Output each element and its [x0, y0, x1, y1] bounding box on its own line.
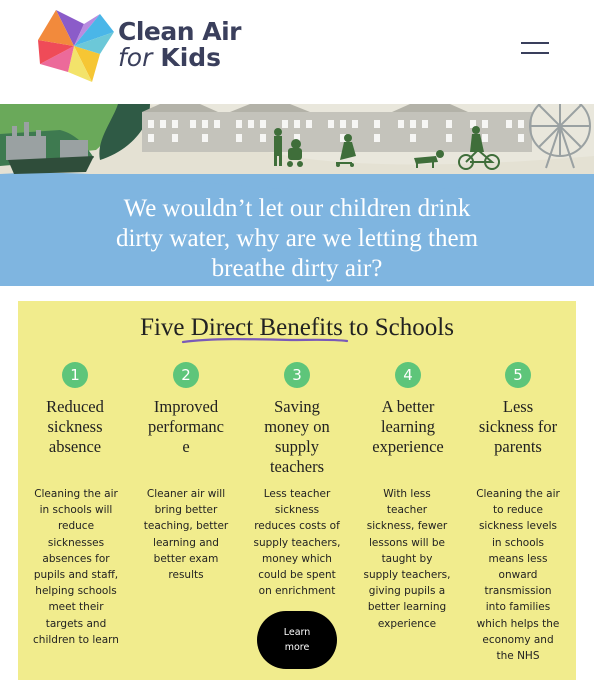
body-line: supply teachers, — [253, 536, 341, 549]
brand-name-line1: Clean Air — [118, 17, 241, 46]
body-line: economy and — [482, 633, 554, 646]
body-line: sickness, fewer — [366, 520, 448, 533]
menu-bar-top — [521, 42, 549, 44]
body-line: lessons will be — [368, 536, 445, 549]
body-line: the NHS — [496, 650, 540, 663]
body-line: targets and — [45, 617, 107, 630]
body-line: pupils and staff, — [33, 569, 119, 582]
hero-line-3: breathe dirty air? — [211, 255, 383, 282]
body-line: means less — [488, 552, 548, 565]
body-line: With less — [383, 488, 431, 500]
learn-more-label-line2: more — [284, 642, 310, 653]
benefit-title-line: parents — [494, 437, 542, 456]
body-line: Cleaning the air — [476, 488, 560, 500]
benefit-title-line: Saving — [274, 397, 320, 416]
benefit-title-line: experience — [372, 437, 444, 456]
benefit-title — [19, 397, 131, 457]
benefit-title-line: Less — [502, 397, 534, 416]
benefit-number-badge: 3 — [284, 362, 310, 388]
body-line: teacher — [386, 504, 428, 517]
benefit-4-body — [349, 486, 465, 632]
body-line: could be spent — [258, 569, 336, 582]
body-line: children to learn — [33, 633, 119, 646]
benefit-number-badge: 4 — [395, 362, 421, 388]
body-line: onward — [498, 569, 538, 582]
title-highlight: Direct Benefits — [190, 314, 343, 341]
benefit-title-line: supply — [274, 437, 319, 456]
benefit-1-body — [18, 486, 134, 648]
benefit-2-body — [128, 486, 244, 583]
learn-more-label-line1: Learn — [283, 627, 311, 638]
hamburger-menu-icon[interactable] — [518, 36, 552, 60]
body-line: which helps the — [476, 617, 560, 630]
benefit-title — [241, 397, 353, 477]
body-line: into families — [485, 601, 551, 614]
benefit-5-body — [460, 486, 576, 664]
body-line: bring better — [154, 504, 218, 517]
benefit-title-line: Improved — [153, 397, 219, 416]
benefit-5 — [462, 362, 574, 457]
benefit-title-line: absence — [48, 437, 102, 456]
body-line: sicknesses — [47, 536, 105, 549]
benefit-title — [130, 397, 242, 457]
body-line: money which — [262, 552, 332, 565]
benefit-title — [352, 397, 464, 457]
title-post: to Schools — [349, 314, 454, 341]
body-line: absences for — [42, 552, 110, 565]
body-line: learning and — [153, 536, 219, 549]
hero-tagline — [0, 194, 594, 284]
site-header — [0, 0, 594, 104]
benefit-3-body — [239, 486, 355, 599]
benefit-4 — [352, 362, 464, 457]
brand-for: for — [118, 43, 153, 72]
benefit-3 — [241, 362, 353, 477]
body-line: in schools — [491, 536, 545, 549]
benefit-2 — [130, 362, 242, 457]
body-line: reduces costs of — [254, 520, 340, 533]
body-line: on enrichment — [258, 585, 336, 598]
body-line: taught by — [381, 552, 433, 565]
hero-line-1: We wouldn’t let our children drink — [123, 195, 471, 222]
benefit-title-line: A better — [381, 397, 435, 416]
learn-more-button[interactable] — [257, 611, 337, 669]
benefit-title-line: money on — [264, 417, 330, 436]
body-line: supply teachers, — [363, 569, 451, 582]
body-line: Less teacher — [263, 488, 331, 500]
body-line: Cleaner air will — [146, 488, 226, 500]
brand-name-line2 — [118, 44, 221, 72]
pinwheel-logo-icon[interactable] — [34, 4, 118, 88]
body-line: better exam — [153, 552, 219, 565]
menu-bar-bottom — [521, 52, 549, 54]
benefit-number-badge: 2 — [173, 362, 199, 388]
body-line: reduce — [57, 520, 95, 533]
benefit-title-line: e — [182, 437, 190, 456]
body-line: sickness — [274, 504, 320, 517]
body-line: helping schools — [35, 585, 117, 598]
brand-kids: Kids — [160, 43, 222, 72]
benefit-title-line: sickness — [47, 417, 103, 436]
body-line: giving pupils a — [368, 585, 446, 598]
benefit-1 — [19, 362, 131, 457]
body-line: Cleaning the air — [34, 488, 118, 500]
body-line: teaching, better — [143, 520, 229, 533]
body-line: results — [168, 569, 204, 582]
body-line: to reduce — [493, 504, 543, 517]
body-line: experience — [377, 617, 437, 630]
benefit-title-line: learning — [380, 417, 436, 436]
body-line: transmission — [484, 585, 552, 598]
title-underline-squiggle — [181, 336, 349, 346]
benefit-title-line: performanc — [147, 417, 225, 436]
body-line: sickness levels — [478, 520, 558, 533]
benefit-number-badge: 1 — [62, 362, 88, 388]
body-line: in schools will — [39, 504, 113, 517]
benefit-number-badge: 5 — [505, 362, 531, 388]
benefit-title-line: teachers — [269, 457, 325, 476]
body-line: better learning — [367, 601, 447, 614]
title-pre: Five — [140, 314, 185, 341]
benefit-title — [462, 397, 574, 457]
benefit-title-line: Reduced — [46, 397, 104, 416]
hero-line-2: dirty water, why are we letting them — [115, 225, 479, 252]
benefit-title-line: sickness for — [478, 417, 558, 436]
body-line: meet their — [48, 601, 104, 614]
